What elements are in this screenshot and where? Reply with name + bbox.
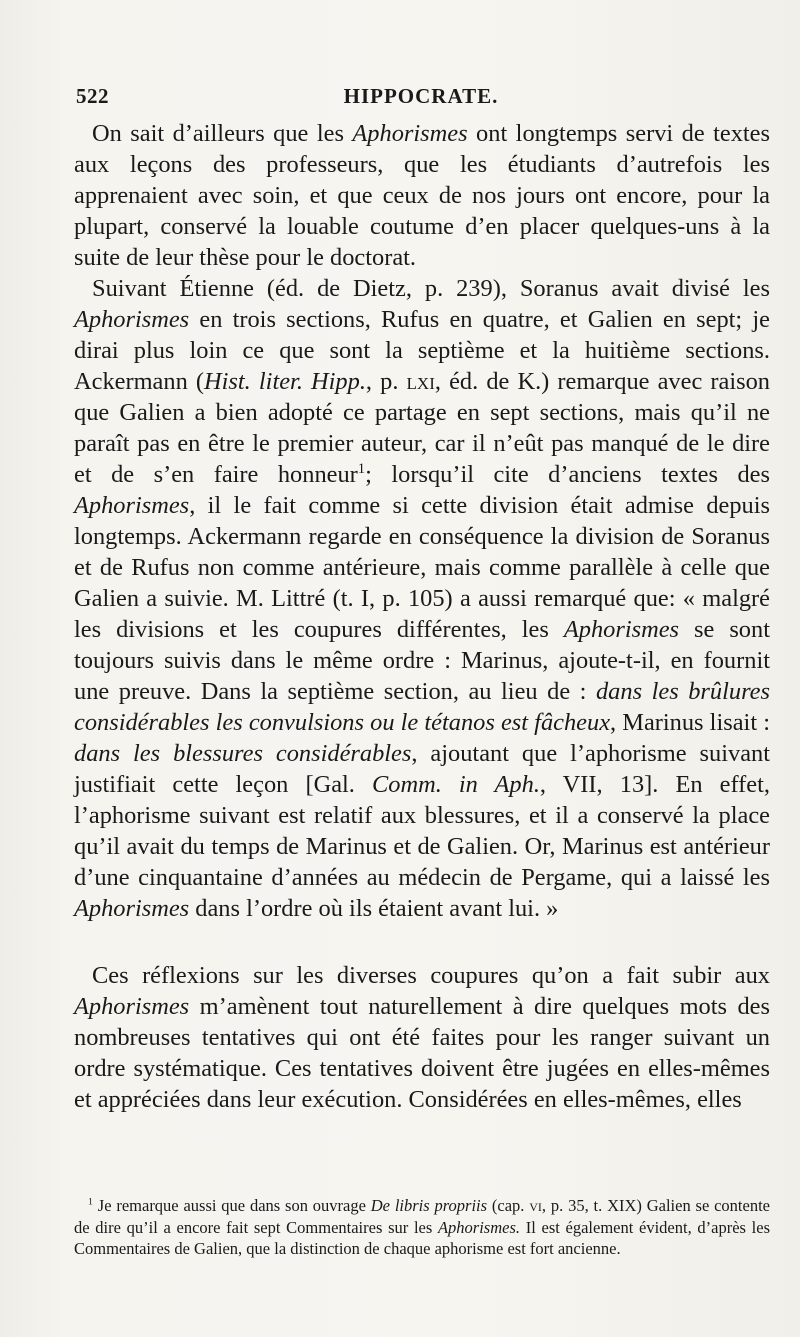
italic-text: Comm. in Aph. — [372, 771, 540, 798]
text-run: ; lorsqu’il cite d’anciens textes des — [365, 461, 770, 488]
text-run: (cap. — [487, 1196, 530, 1215]
italic-text: Aphorismes — [74, 492, 190, 519]
body-paragraph — [74, 273, 770, 924]
italic-text: Aphorismes — [74, 895, 190, 922]
italic-text: Aphorismes. — [437, 1217, 521, 1237]
small-caps-text: vi — [529, 1196, 542, 1215]
italic-text: Aphorismes — [563, 616, 680, 643]
text-run: , VII, 13]. En effet, l’aphorisme suivant est relatif aux blessures, et il a conservé la place qu’il avait du temps de Marinus et de Galien. Or, Marinus est antérieur d’une cinquantaine d’années au médecin de Pergame, qui a laissé les — [74, 771, 770, 891]
text-run: dans l’ordre où ils étaient avant lui. » — [189, 895, 559, 922]
page-header — [76, 84, 766, 114]
text-run: se sont toujours suivis dans le même ordre : Marinus, ajoute-t-il, en fournit une preuve. Dans la septième section, au lieu de : — [74, 616, 770, 705]
text-run: , p. — [365, 368, 407, 395]
text-run: , p. 35, t. XIX) Galien se contente de dire qu’il a encore fait sept Commentaires sur les — [74, 1196, 770, 1237]
running-title: HIPPOCRATE. — [343, 84, 499, 108]
body-paragraph — [74, 960, 770, 1115]
text-run: ont longtemps servi de textes aux leçons des professeurs, que les étudiants d’autrefois les apprenaient avec soin, et que ceux de nos jours ont encore, pour la plupart, conservé la louable coutume d’en placer quelques-uns à la suite de leur thèse pour le doctorat. — [74, 120, 771, 271]
footnote — [74, 1195, 770, 1260]
text-run: On sait d’ailleurs que les — [92, 120, 353, 147]
text-run: , éd. de K.) remarque avec raison que Galien a bien adopté ce partage en sept sections, mais qu’il ne paraît pas en être le premier auteur, car il n’eût pas manqué de le dire et de s’en faire honneur — [74, 368, 770, 488]
italic-text: Hist. liter. Hipp. — [204, 368, 366, 395]
text-run: en trois sections, Rufus en quatre, et Galien en sept; je dirai plus loin ce que sont la septième et la huitième sections. Ackermann ( — [74, 306, 770, 395]
body-paragraph — [74, 118, 770, 273]
body-text — [74, 118, 770, 1115]
text-run: , Marinus lisait : — [610, 709, 771, 736]
italic-text: Aphorismes — [74, 306, 190, 333]
page-number: 522 — [76, 84, 109, 108]
text-run: Il est également évident, d’après les Commentaires de Galien, que la distinction de chaque aphorisme est fort ancienne. — [74, 1217, 770, 1258]
italic-text: Aphorismes — [74, 993, 190, 1020]
footnote-marker: 1 — [88, 1196, 93, 1208]
text-run: Suivant Étienne (éd. de Dietz, p. 239), Soranus avait divisé les — [92, 275, 770, 302]
footnote-paragraph — [74, 1195, 770, 1260]
italic-text: dans les blessures considérables — [74, 740, 412, 767]
text-run: m’amènent tout naturellement à dire quelques mots des nombreuses tentatives qui ont été faites pour les ranger suivant un ordre systématique. Ces tentatives doivent être jugées en elles-mêmes et appréciées dans leur exécution. Considérées en elles-mêmes, elles — [74, 993, 770, 1113]
text-run: Ces réflexions sur les diverses coupures qu’on a fait subir aux — [92, 962, 770, 989]
italic-text: dans les brûlures considérables les convulsions ou le tétanos est fâcheux — [74, 678, 770, 736]
italic-text: De libris propriis — [370, 1196, 488, 1215]
small-caps-text: lxi — [406, 368, 435, 395]
text-run: , il le fait comme si cette division était admise depuis longtemps. Ackermann regarde en conséquence la division de Soranus et de Rufus non comme antérieure, mais comme parallèle à celle que Galien a suivie. M. Littré (t. I, p. 105) a aussi remarqué que: « malgré les divisions et les coupures différentes, les — [74, 492, 770, 643]
italic-text: Aphorismes — [352, 120, 468, 147]
text-run: Je remarque aussi que dans son ouvrage — [92, 1196, 371, 1215]
text-run: , ajoutant que l’aphorisme suivant justifiait cette leçon [Gal. — [74, 740, 770, 798]
footnote-marker: 1 — [357, 460, 366, 477]
